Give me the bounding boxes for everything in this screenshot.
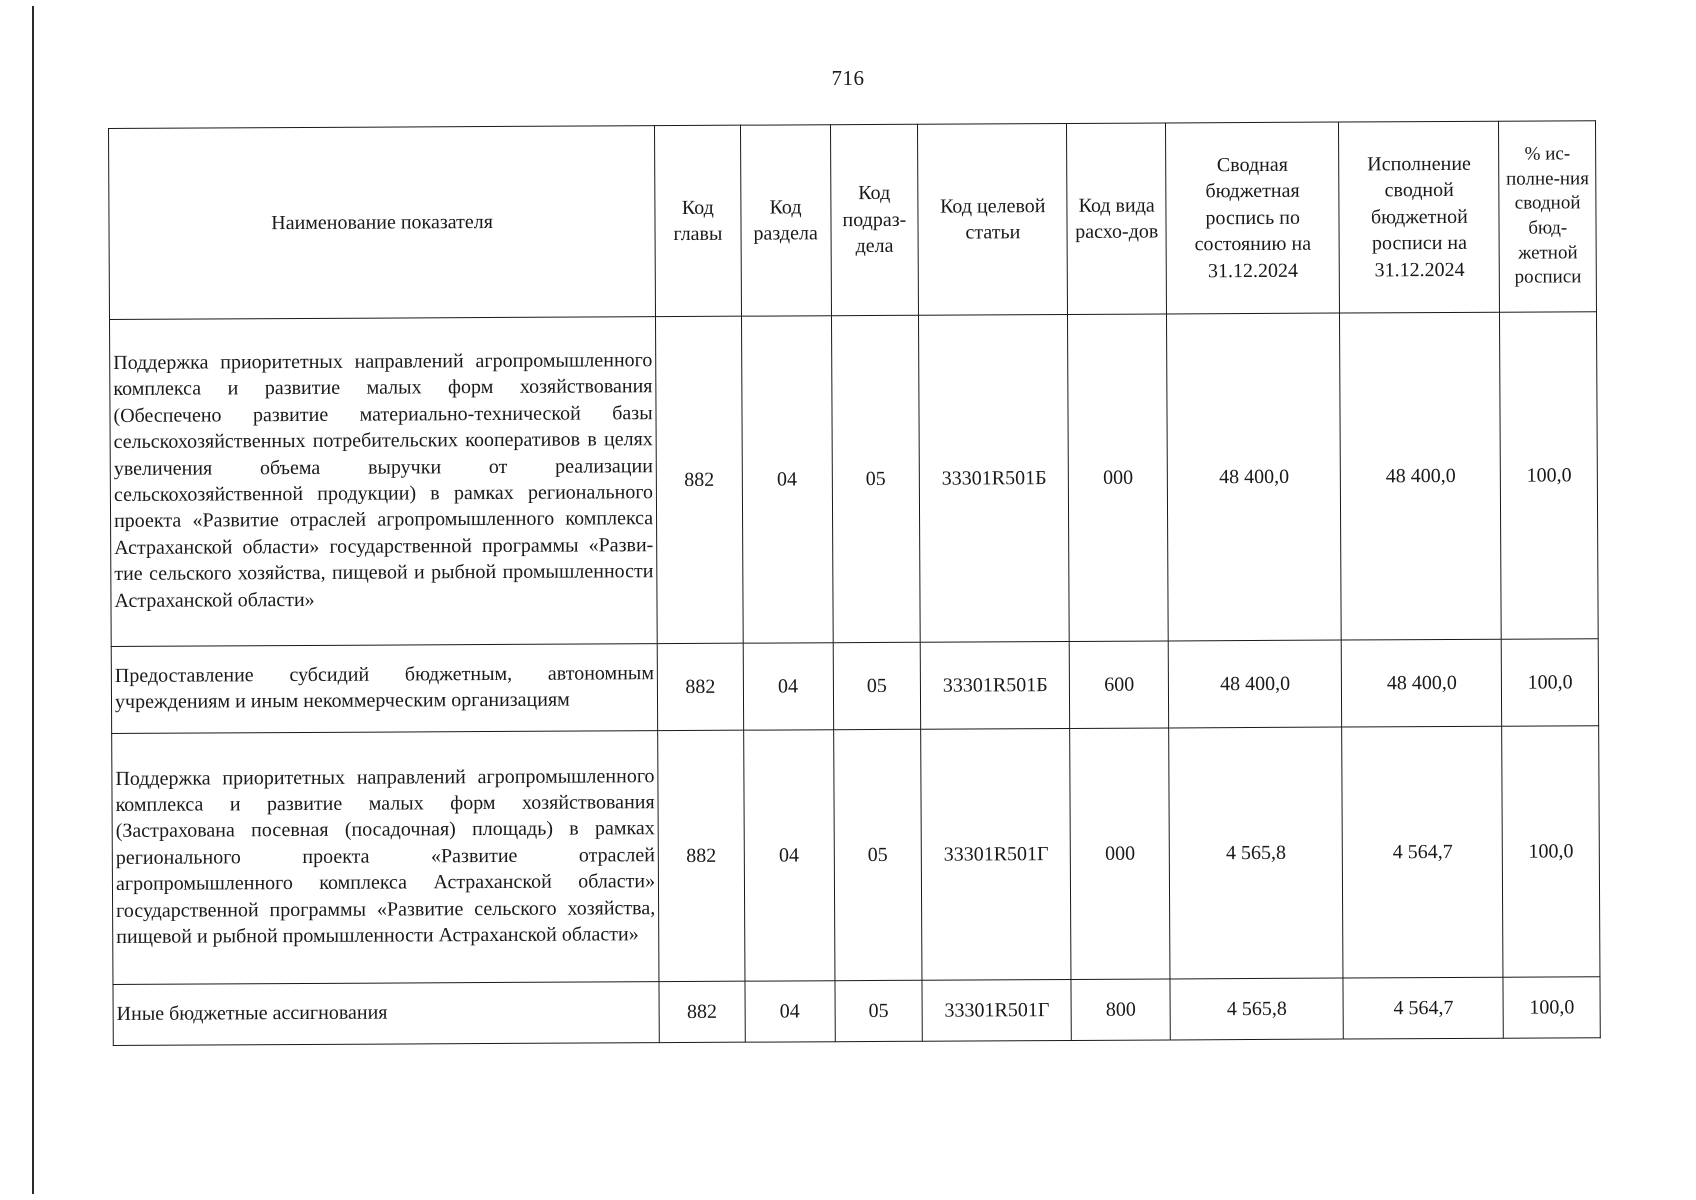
header-indicator-name: Наименование показателя [109,126,656,320]
row-chapter-code: 882 [656,316,743,643]
row-budget-execution: 48 400,0 [1342,639,1503,727]
row-chapter-code: 882 [659,981,745,1042]
header-budget-plan: Сводная бюджетная роспись по состоянию на 31.12.2024 [1166,122,1340,314]
row-budget-plan: 48 400,0 [1168,640,1342,728]
row-expense-type-code: 600 [1070,641,1169,729]
header-expense-type-code: Код вида расхо-дов [1067,123,1167,315]
row-target-article-code: 33301R501Б [919,314,1070,642]
row-chapter-code: 882 [658,730,745,981]
row-budget-execution: 4 564,7 [1342,726,1503,978]
row-subsection-code: 05 [833,729,922,980]
row-section-code: 04 [743,730,834,981]
row-section-code: 04 [743,643,833,730]
row-expense-type-code: 000 [1070,728,1170,980]
row-chapter-code: 882 [657,643,743,730]
header-subsection-code: Код подраз-дела [830,124,919,315]
header-target-article-code: Код целевой статьи [918,123,1068,315]
table-row [110,312,1599,647]
table-row [113,977,1600,1046]
row-section-code: 04 [741,316,833,643]
header-section-code: Код раздела [740,125,831,316]
row-indicator-name: Предоставление субсидий бюджетным, автономным учреждениям и иным некоммерческим организациям [111,644,658,734]
row-execution-percent: 100,0 [1502,726,1600,978]
row-subsection-code: 05 [831,315,920,642]
row-target-article-code: 33301R501Б [920,641,1070,729]
row-subsection-code: 05 [833,642,921,729]
row-target-article-code: 33301R501Г [921,728,1071,980]
row-expense-type-code: 000 [1068,314,1168,642]
row-subsection-code: 05 [835,980,923,1041]
row-budget-plan: 4 565,8 [1169,727,1344,979]
row-indicator-name: Поддержка приоритетных направлений агропромышленного комплекса и развитие малых форм хозяйствования (Застрахована посевная (посадочная) площадь) в рамках регионального проекта «Развитие отраслей агропромышленного комплекса Астраханской области» государственной программы «Развитие сельского хозяйства, пищевой и рыбной промышленности Астраханской области» [112,731,659,985]
row-target-article-code: 33301R501Г [922,979,1071,1041]
header-execution-percent: % ис-полне-ния сводной бюд-жетной росписи [1499,121,1597,313]
row-section-code: 04 [745,981,835,1042]
row-expense-type-code: 800 [1071,979,1170,1041]
table-row [112,726,1600,985]
row-indicator-name: Иные бюджетные ассигнования [113,982,659,1046]
row-indicator-name: Поддержка приоритетных направлений агропромышленного комплекса и развитие малых форм хозяйствования (Обеспечено развитие материально-технической базы сельскохозяйственных потребительских кооперативов в целях увеличения объема выручки от реализации сельскохозяйственной продукции) в рамках регионального проекта «Развитие отраслей агропромышленного комплекса Астраханской области» государственной программы «Развитие сельского хозяйства, пищевой и рыбной промышленности Астраханской области» [110,317,658,647]
header-chapter-code: Код главы [655,125,742,316]
page-number: 716 [831,66,865,90]
row-execution-percent: 100,0 [1503,977,1600,1039]
table-header-row [109,121,1597,320]
row-execution-percent: 100,0 [1502,639,1599,727]
row-budget-execution: 4 564,7 [1343,977,1503,1039]
budget-execution-table [108,120,1601,1046]
row-budget-plan: 4 565,8 [1170,978,1344,1040]
table-row [111,639,1598,734]
row-budget-execution: 48 400,0 [1340,312,1502,640]
header-budget-execution: Исполнение сводной бюджетной росписи на 31.12.2024 [1339,121,1500,313]
page-binding-line [32,6,34,1194]
row-budget-plan: 48 400,0 [1167,313,1342,641]
row-execution-percent: 100,0 [1500,312,1598,640]
